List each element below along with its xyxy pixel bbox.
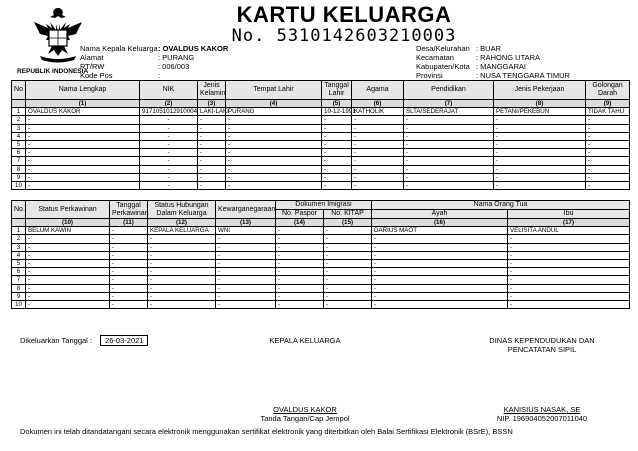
table-cell: - bbox=[216, 301, 276, 309]
table-cell: - bbox=[404, 116, 494, 124]
table-cell: - bbox=[140, 141, 198, 149]
table-row bbox=[12, 276, 630, 284]
table-cell: - bbox=[26, 124, 140, 132]
table-cell: - bbox=[494, 149, 586, 157]
table-cell: - bbox=[110, 251, 148, 259]
col-header: No bbox=[12, 81, 26, 100]
table-cell: - bbox=[372, 243, 508, 251]
table-cell: - bbox=[148, 260, 216, 268]
table-cell: 1 bbox=[12, 108, 26, 116]
info-value: : PURANG bbox=[158, 53, 195, 62]
table-cell: 4 bbox=[12, 132, 26, 140]
col-header: Nama Orang Tua bbox=[372, 201, 630, 210]
issued-date: 26-03-2021 bbox=[100, 335, 148, 346]
index-cell: (16) bbox=[372, 219, 508, 227]
table-cell: - bbox=[352, 124, 404, 132]
table-cell: - bbox=[276, 268, 324, 276]
e-sign-disclaimer: Dokumen ini telah ditandatangani secara elektronik menggunakan sertifikat elektronik yang diterbitkan oleh Balai Sertifikasi Elektronik (BSrE), BSSN bbox=[20, 427, 513, 436]
index-cell: (6) bbox=[352, 100, 404, 108]
civil-status-table bbox=[11, 200, 630, 309]
table-cell: - bbox=[226, 116, 322, 124]
table-cell: - bbox=[494, 124, 586, 132]
index-cell: (11) bbox=[110, 219, 148, 227]
table-cell: - bbox=[324, 227, 372, 235]
table-cell: - bbox=[322, 149, 352, 157]
table-cell: - bbox=[324, 268, 372, 276]
table-cell: - bbox=[198, 182, 226, 190]
table-cell: - bbox=[352, 173, 404, 181]
table-cell: - bbox=[352, 132, 404, 140]
table-cell: - bbox=[140, 165, 198, 173]
info-label: Provinsi bbox=[416, 71, 443, 80]
table-row bbox=[12, 157, 630, 165]
info-label: RT/RW bbox=[80, 62, 105, 71]
table-row bbox=[12, 108, 630, 116]
table-cell: - bbox=[372, 276, 508, 284]
table-cell: - bbox=[372, 235, 508, 243]
table-cell: - bbox=[322, 165, 352, 173]
index-cell: (14) bbox=[276, 219, 324, 227]
table-row bbox=[12, 268, 630, 276]
table-cell: 4 bbox=[12, 251, 26, 259]
table-cell: PETANI/PEKEBUN bbox=[494, 108, 586, 116]
col-header: Golongan Darah bbox=[586, 81, 630, 100]
table-cell: - bbox=[352, 149, 404, 157]
table-cell: 3 bbox=[12, 243, 26, 251]
table-cell: - bbox=[494, 182, 586, 190]
table-cell: - bbox=[508, 301, 630, 309]
table-cell: - bbox=[226, 157, 322, 165]
table-cell: - bbox=[110, 268, 148, 276]
issued-date-row bbox=[20, 336, 148, 345]
table-cell: - bbox=[148, 243, 216, 251]
col-header: Tempat Lahir bbox=[226, 81, 322, 100]
table-cell: - bbox=[324, 276, 372, 284]
table-cell: - bbox=[324, 260, 372, 268]
index-row bbox=[12, 100, 630, 108]
table-cell: - bbox=[226, 149, 322, 157]
kepala-name: OVALDUS KAKOR bbox=[273, 405, 337, 414]
table-cell: - bbox=[352, 165, 404, 173]
table-row bbox=[12, 292, 630, 300]
issued-label: Dikeluarkan Tanggal : bbox=[20, 336, 92, 345]
table-cell: - bbox=[276, 292, 324, 300]
table-cell: 5 bbox=[12, 260, 26, 268]
table-cell: - bbox=[216, 243, 276, 251]
table-cell: - bbox=[404, 149, 494, 157]
index-cell: (15) bbox=[324, 219, 372, 227]
dinas-line: DINAS KEPENDUDUKAN DAN bbox=[489, 336, 595, 345]
index-cell: (7) bbox=[404, 100, 494, 108]
table-cell: - bbox=[276, 227, 324, 235]
info-value: : RAHONG UTARA bbox=[476, 53, 541, 62]
table-cell: - bbox=[322, 173, 352, 181]
table-cell: 10-12-1991 bbox=[322, 108, 352, 116]
table-cell: - bbox=[494, 132, 586, 140]
table-cell: - bbox=[586, 182, 630, 190]
table-cell: - bbox=[404, 141, 494, 149]
col-header: Dokumen Imigrasi bbox=[276, 201, 372, 210]
table-cell: - bbox=[140, 124, 198, 132]
info-value: : NUSA TENGGARA TIMUR bbox=[476, 71, 570, 80]
table-cell: - bbox=[352, 141, 404, 149]
table-cell: 8 bbox=[12, 165, 26, 173]
table-cell: - bbox=[404, 132, 494, 140]
table-cell: - bbox=[26, 301, 110, 309]
table-row bbox=[12, 251, 630, 259]
table-cell: VELISITA ANDUL bbox=[508, 227, 630, 235]
index-cell: (5) bbox=[322, 100, 352, 108]
table-cell: - bbox=[352, 182, 404, 190]
table-cell: - bbox=[216, 260, 276, 268]
table-cell: 10 bbox=[12, 182, 26, 190]
table-cell: - bbox=[110, 276, 148, 284]
table-cell: - bbox=[324, 235, 372, 243]
table-row bbox=[12, 141, 630, 149]
table-cell: - bbox=[140, 149, 198, 157]
table-cell: - bbox=[148, 276, 216, 284]
table-cell: - bbox=[148, 301, 216, 309]
kadis-signature bbox=[472, 405, 612, 423]
table-cell: 9 bbox=[12, 292, 26, 300]
table-cell: 2 bbox=[12, 235, 26, 243]
table-row bbox=[12, 116, 630, 124]
table-cell: - bbox=[276, 301, 324, 309]
kepala-keluarga-label: KEPALA KELUARGA bbox=[269, 336, 341, 345]
col-header: NIK bbox=[140, 81, 198, 100]
table-cell: 10 bbox=[12, 301, 26, 309]
table-cell: - bbox=[404, 173, 494, 181]
table-cell: - bbox=[216, 235, 276, 243]
table-cell: 7 bbox=[12, 276, 26, 284]
info-value: : bbox=[158, 71, 161, 80]
table-cell: - bbox=[26, 182, 140, 190]
table-cell: 5 bbox=[12, 141, 26, 149]
table-cell: KEPALA KELUARGA bbox=[148, 227, 216, 235]
table-cell: - bbox=[494, 173, 586, 181]
table-cell: - bbox=[140, 173, 198, 181]
table-cell: PURANG bbox=[226, 108, 322, 116]
table-cell: - bbox=[494, 165, 586, 173]
table-cell: - bbox=[198, 116, 226, 124]
col-header: No. Paspor bbox=[276, 210, 324, 219]
info-value: : 006/003 bbox=[158, 62, 190, 71]
table-cell: - bbox=[110, 284, 148, 292]
table-cell: LAKI-LAKI bbox=[198, 108, 226, 116]
table-cell: - bbox=[198, 149, 226, 157]
table-cell: - bbox=[148, 284, 216, 292]
dinas-line: PENCATATAN SIPIL bbox=[507, 345, 577, 354]
table-cell: - bbox=[26, 132, 140, 140]
col-header: Agama bbox=[352, 81, 404, 100]
table-cell: - bbox=[148, 268, 216, 276]
table-cell: - bbox=[352, 116, 404, 124]
table-cell: - bbox=[198, 165, 226, 173]
table-cell: - bbox=[110, 227, 148, 235]
info-left bbox=[80, 44, 228, 80]
table-cell: - bbox=[404, 165, 494, 173]
col-header: Ibu bbox=[508, 210, 630, 219]
table-cell: - bbox=[586, 173, 630, 181]
kadis-nip: NIP. 196904052007011040 bbox=[496, 414, 588, 423]
kepala-signature bbox=[240, 405, 370, 423]
table-cell: - bbox=[276, 235, 324, 243]
table-row bbox=[12, 227, 630, 235]
index-cell: (9) bbox=[586, 100, 630, 108]
table-cell: - bbox=[198, 124, 226, 132]
table-row bbox=[12, 132, 630, 140]
table-cell: - bbox=[494, 116, 586, 124]
table-cell: - bbox=[26, 149, 140, 157]
index-cell: (1) bbox=[26, 100, 140, 108]
table-cell: - bbox=[276, 284, 324, 292]
table-cell: - bbox=[372, 301, 508, 309]
table-cell: SLTA/SEDERAJAT bbox=[404, 108, 494, 116]
info-label: Alamat bbox=[80, 53, 104, 62]
table-cell: 8 bbox=[12, 284, 26, 292]
emblem-caption: REPUBLIK INDONESIA bbox=[17, 68, 89, 75]
table-cell: 1 bbox=[12, 227, 26, 235]
info-value: : MANGGARAI bbox=[476, 62, 527, 71]
table-cell: - bbox=[26, 235, 110, 243]
table-cell: - bbox=[586, 157, 630, 165]
info-label: Kecamatan bbox=[416, 53, 454, 62]
table-cell: - bbox=[508, 260, 630, 268]
document-title: KARTU KELUARGA bbox=[236, 2, 452, 27]
table-cell: - bbox=[148, 251, 216, 259]
table-cell: - bbox=[322, 124, 352, 132]
table-cell: - bbox=[508, 251, 630, 259]
table-cell: - bbox=[226, 124, 322, 132]
table-cell: - bbox=[372, 260, 508, 268]
table-cell: 7 bbox=[12, 157, 26, 165]
index-cell bbox=[12, 100, 26, 108]
table-cell: - bbox=[404, 182, 494, 190]
col-header: Status Perkawinan bbox=[26, 201, 110, 219]
col-header: Tanggal Perkawinan bbox=[110, 201, 148, 219]
table-cell: 2 bbox=[12, 116, 26, 124]
table-cell: - bbox=[140, 182, 198, 190]
table-cell: - bbox=[494, 157, 586, 165]
dinas-label bbox=[472, 336, 612, 354]
table-cell: - bbox=[216, 284, 276, 292]
table-cell: - bbox=[508, 268, 630, 276]
table-cell: - bbox=[110, 235, 148, 243]
family-card-number: No. 5310142603210003 bbox=[231, 26, 457, 46]
index-cell: (8) bbox=[494, 100, 586, 108]
table-cell: - bbox=[322, 141, 352, 149]
table-cell: - bbox=[508, 243, 630, 251]
table-row bbox=[12, 235, 630, 243]
table-cell: - bbox=[404, 157, 494, 165]
index-cell bbox=[12, 219, 26, 227]
table-cell: BELUM KAWIN bbox=[26, 227, 110, 235]
table-cell: - bbox=[586, 132, 630, 140]
index-cell: (2) bbox=[140, 100, 198, 108]
table-cell: - bbox=[26, 157, 140, 165]
col-header: Kewarganegaraan bbox=[216, 201, 276, 219]
table-cell: - bbox=[352, 157, 404, 165]
table-cell: - bbox=[26, 165, 140, 173]
table-cell: - bbox=[198, 157, 226, 165]
table-cell: - bbox=[198, 141, 226, 149]
col-header: No. bbox=[12, 201, 26, 219]
table-cell: - bbox=[226, 132, 322, 140]
info-label: Kabupaten/Kota bbox=[416, 62, 470, 71]
table-cell: - bbox=[324, 284, 372, 292]
kepala-sub: Tanda Tangan/Cap Jempol bbox=[260, 414, 350, 423]
table-cell: OVALDUS KAKOR bbox=[26, 108, 140, 116]
table-cell: - bbox=[322, 132, 352, 140]
table-cell: - bbox=[26, 276, 110, 284]
table-cell: - bbox=[494, 141, 586, 149]
col-header: Nama Lengkap bbox=[26, 81, 140, 100]
col-header: Ayah bbox=[372, 210, 508, 219]
table-cell: - bbox=[372, 251, 508, 259]
table-cell: - bbox=[322, 182, 352, 190]
table-cell: - bbox=[26, 284, 110, 292]
family-members-table bbox=[11, 80, 630, 190]
table-cell: 3 bbox=[12, 124, 26, 132]
table-cell: - bbox=[26, 243, 110, 251]
table-cell: - bbox=[372, 284, 508, 292]
table-row bbox=[12, 165, 630, 173]
table-cell: - bbox=[140, 157, 198, 165]
table-cell: - bbox=[140, 132, 198, 140]
table-cell: - bbox=[508, 235, 630, 243]
index-cell: (13) bbox=[216, 219, 276, 227]
table-cell: - bbox=[110, 292, 148, 300]
table-cell: - bbox=[26, 268, 110, 276]
table-cell: - bbox=[586, 116, 630, 124]
table-cell: - bbox=[26, 116, 140, 124]
table-cell: - bbox=[216, 268, 276, 276]
table-cell: - bbox=[322, 157, 352, 165]
table-row bbox=[12, 284, 630, 292]
table-cell: - bbox=[198, 173, 226, 181]
index-cell: (17) bbox=[508, 219, 630, 227]
col-header: Jenis Kelamin bbox=[198, 81, 226, 100]
col-header: Status Hubungan Dalam Keluarga bbox=[148, 201, 216, 219]
table-cell: - bbox=[26, 292, 110, 300]
table-cell: TIDAK TAHU bbox=[586, 108, 630, 116]
index-cell: (3) bbox=[198, 100, 226, 108]
info-label: Nama Kepala Keluarga bbox=[80, 44, 158, 53]
table-cell: WNI bbox=[216, 227, 276, 235]
table-cell: - bbox=[372, 292, 508, 300]
col-header: Jenis Pekerjaan bbox=[494, 81, 586, 100]
table-cell: - bbox=[276, 251, 324, 259]
table-cell: - bbox=[148, 235, 216, 243]
table-cell: - bbox=[26, 173, 140, 181]
table-row bbox=[12, 182, 630, 190]
table-cell: - bbox=[140, 116, 198, 124]
info-right bbox=[416, 44, 570, 80]
col-header: Tanggal Lahir bbox=[322, 81, 352, 100]
table-cell: - bbox=[226, 182, 322, 190]
table-cell: - bbox=[322, 116, 352, 124]
table-cell: - bbox=[216, 292, 276, 300]
table-row bbox=[12, 301, 630, 309]
table-cell: - bbox=[110, 260, 148, 268]
col-header: No. KITAP bbox=[324, 210, 372, 219]
table-cell: - bbox=[216, 276, 276, 284]
table-cell: - bbox=[508, 284, 630, 292]
table-cell: - bbox=[372, 268, 508, 276]
info-label: Desa/Kelurahan bbox=[416, 44, 470, 53]
table-cell: - bbox=[26, 260, 110, 268]
table-cell: - bbox=[216, 251, 276, 259]
table-cell: - bbox=[404, 124, 494, 132]
table-row bbox=[12, 173, 630, 181]
table-cell: 9171051012910004 bbox=[140, 108, 198, 116]
table-cell: DARIUS MAOT bbox=[372, 227, 508, 235]
table-cell: - bbox=[508, 276, 630, 284]
table-cell: 6 bbox=[12, 268, 26, 276]
table-cell: - bbox=[586, 165, 630, 173]
table-cell: - bbox=[26, 141, 140, 149]
table-row bbox=[12, 260, 630, 268]
table-cell: - bbox=[508, 292, 630, 300]
col-header: Pendidikan bbox=[404, 81, 494, 100]
table-row bbox=[12, 124, 630, 132]
index-row bbox=[12, 219, 630, 227]
table-cell: - bbox=[586, 149, 630, 157]
info-value: : BUAR bbox=[476, 44, 502, 53]
table-cell: - bbox=[324, 251, 372, 259]
table-cell: - bbox=[226, 141, 322, 149]
table-cell: - bbox=[324, 243, 372, 251]
table-cell: - bbox=[276, 260, 324, 268]
table-cell: KATHOLIK bbox=[352, 108, 404, 116]
index-cell: (4) bbox=[226, 100, 322, 108]
table-row bbox=[12, 149, 630, 157]
table-row bbox=[12, 243, 630, 251]
table-cell: - bbox=[110, 301, 148, 309]
table-cell: - bbox=[586, 141, 630, 149]
info-value: : OVALDUS KAKOR bbox=[158, 44, 229, 53]
index-cell: (12) bbox=[148, 219, 216, 227]
table-cell: - bbox=[276, 276, 324, 284]
table-cell: - bbox=[110, 243, 148, 251]
table-cell: 9 bbox=[12, 173, 26, 181]
table-cell: - bbox=[226, 165, 322, 173]
table-cell: - bbox=[198, 132, 226, 140]
table-cell: - bbox=[324, 301, 372, 309]
table-cell: 6 bbox=[12, 149, 26, 157]
kadis-name: KANISIUS NASAK, SE bbox=[503, 405, 581, 414]
table-cell: - bbox=[226, 173, 322, 181]
table-cell: - bbox=[26, 251, 110, 259]
index-cell: (10) bbox=[26, 219, 110, 227]
table-cell: - bbox=[586, 124, 630, 132]
table-cell: - bbox=[324, 292, 372, 300]
table-cell: - bbox=[276, 243, 324, 251]
info-label: Kode Pos bbox=[80, 71, 113, 80]
table-cell: - bbox=[148, 292, 216, 300]
